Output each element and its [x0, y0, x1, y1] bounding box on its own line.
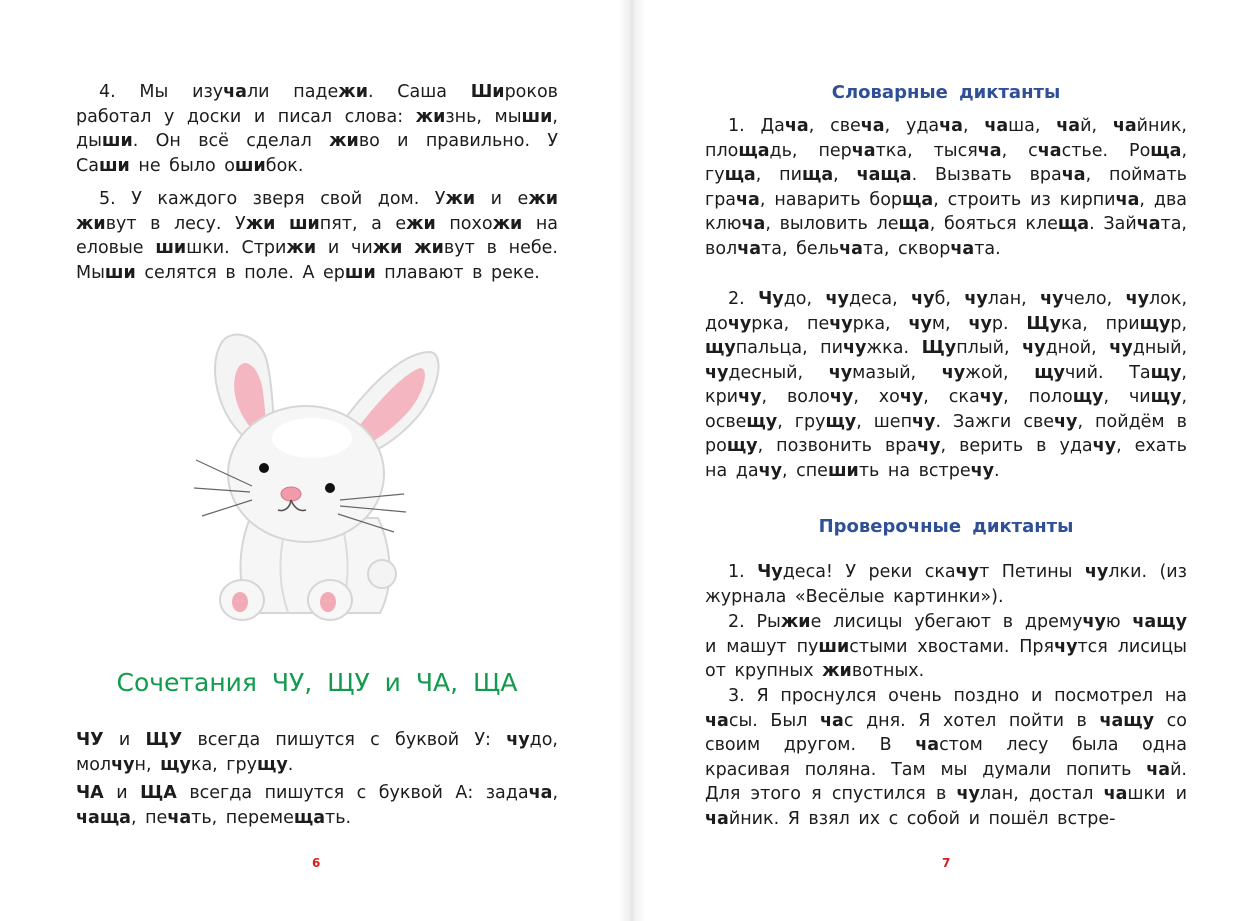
rule-chu-schu: ЧУ и ЩУ всегда пишутся с буквой У: чудо, молчун, щука, грущу. — [76, 730, 558, 775]
vocabulary-dictation-2: 2. Чудо, чудеса, чуб, чулан, чучело, чулок, дочурка, печурка, чум, чур. Щука, прищур, щупальца, пичужка. Щуплый, чудной, чудный, чудесный, чумазый, чужой, щучий. Тащу, кричу, волочу, хочу, скачу, полощу, чищу, освещу, грущу, шепчу. Зажги свечу, пойдём в рощу, позвонить врачу, верить в удачу, ехать на дачу, спешить на встречу. — [705, 289, 1188, 481]
page-number-left: 6 — [312, 856, 321, 870]
paragraph-5: 5. У каждого зверя свой дом. Ужи и ежи живут в лесу. Ужи шипят, а ежи похожи на еловые шишки. Стрижи и чижи живут в небе. Мыши селятся в поле. А ерши плавают в реке. — [76, 189, 559, 283]
vocabulary-dictation-1: 1. Дача, свеча, удача, чаша, чай, чайник, площадь, перчатка, тысяча, счастье. Роща, гуща, пища, чаща. Вызвать врача, поймать грача, наварить борща, строить из кирпича, два ключа, выловить леща, бояться клеща. Зайчата, волчата, бельчата, скворчата. — [705, 116, 1188, 259]
rule-cha-scha: ЧА и ЩА всегда пишутся с буквой А: задача, чаща, печать, перемещать. — [76, 783, 559, 828]
check-dictation-1: 1. Чудеса! У реки скачут Петины чулки. (из журнала «Весёлые картинки»). — [705, 562, 1187, 607]
paragraph-4: 4. Мы изучали падежи. Саша Широков работал у доски и писал слова: жизнь, мыши, дыши. Он всё сделал живо и правильно. У Саши не было ошибок. — [76, 82, 558, 176]
right-page — [630, 0, 1259, 921]
page-number-right: 7 — [942, 856, 951, 870]
section-title: Сочетания ЧУ, ЩУ и ЧА, ЩА — [116, 668, 518, 697]
check-dictations-heading: Проверочные диктанты — [818, 516, 1074, 537]
check-dictation-2: 2. Рыжие лисицы убегают в дремучую чащу и машут пушистыми хвостами. Прячутся лисицы от крупных животных. — [705, 612, 1187, 681]
bunny-illustration — [180, 328, 460, 626]
vocabulary-dictations-heading: Словарные диктанты — [831, 82, 1061, 103]
check-dictation-3: 3. Я проснулся очень поздно и посмотрел на часы. Был час дня. Я хотел пойти в чащу со своим другом. В частом лесу была одна красивая поляна. Там мы думали попить чай. Для этого я спустился в чулан, достал чашки и чайник. Я взял их с собой и пошёл встре- — [705, 686, 1187, 829]
